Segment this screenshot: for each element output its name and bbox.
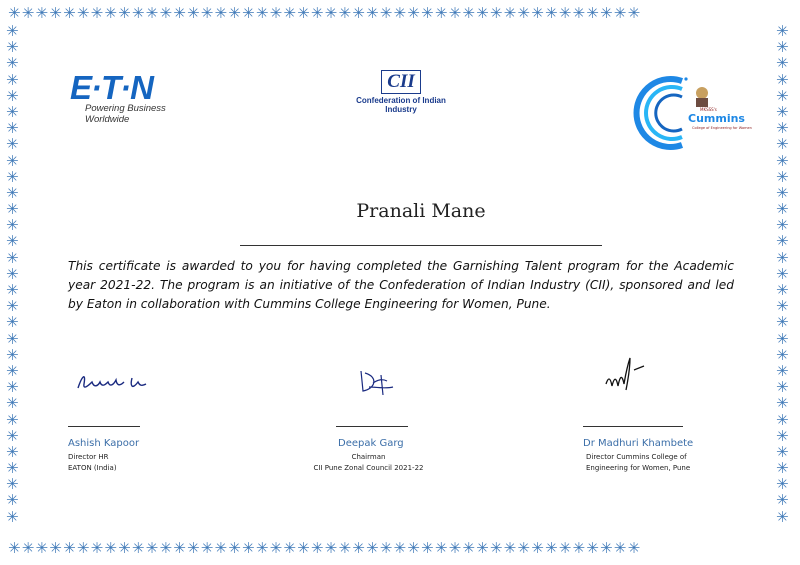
border-star-icon: ✳ bbox=[6, 54, 19, 73]
border-star-icon: ✳ bbox=[776, 167, 789, 186]
border-star-icon: ✳ bbox=[6, 281, 19, 299]
signature-ashish-kapoor bbox=[70, 366, 160, 396]
signatory-3-name: Dr Madhuri Khambete bbox=[583, 438, 694, 449]
border-star-icon: ✳ bbox=[6, 216, 19, 235]
border-star-icon: ✳ bbox=[6, 38, 19, 57]
border-star-icon: ✳ bbox=[6, 232, 19, 251]
border-star-icon: ✳ bbox=[776, 151, 789, 170]
border-star-icon: ✳ bbox=[6, 361, 19, 380]
signatory-1-title-line1: Director HR bbox=[68, 453, 109, 461]
border-star-icon: ✳ bbox=[776, 135, 789, 154]
signatory-3-title-line2: Engineering for Women, Pune bbox=[586, 464, 691, 472]
border-star-icon: ✳ bbox=[776, 475, 789, 494]
signatory-2-name: Deepak Garg bbox=[338, 438, 404, 449]
border-star-icon: ✳ bbox=[776, 22, 789, 40]
signatory-1-name: Ashish Kapoor bbox=[68, 438, 140, 449]
eaton-tagline: Powering Business Worldwide bbox=[85, 103, 166, 125]
certificate-body: This certificate is awarded to you for having completed the Garnishing Talent program for the Academic year 2021-22. The program is an initiative of the Confederation of Indian Industry (CII), sponsored and led by Eaton in collaboration with Cummins College Engineering for Women, Pune. bbox=[68, 259, 734, 311]
signatory-3-title-line1: Director Cummins College of bbox=[586, 453, 687, 461]
signatory-2-title-line2: CII Pune Zonal Council 2021-22 bbox=[313, 464, 424, 472]
border-star-icon: ✳ bbox=[6, 151, 19, 170]
border-star-icon: ✳ bbox=[6, 102, 19, 121]
border-star-icon: ✳ bbox=[776, 394, 789, 413]
border-star-icon: ✳ bbox=[776, 281, 789, 299]
border-star-icon: ✳ bbox=[6, 459, 19, 478]
cummins-emblem-icon bbox=[642, 75, 752, 149]
cii-mark: CII bbox=[381, 70, 420, 94]
border-star-icon: ✳ bbox=[6, 86, 19, 105]
cummins-logo bbox=[642, 75, 752, 149]
border-star-icon: ✳ bbox=[776, 378, 789, 397]
signatory-1-title-line2: EATON (India) bbox=[68, 464, 117, 472]
border-star-icon: ✳ bbox=[6, 329, 19, 348]
border-star-icon: ✳ bbox=[776, 297, 789, 316]
border-star-icon: ✳ bbox=[776, 329, 789, 348]
border-star-icon: ✳ bbox=[6, 426, 19, 445]
border-star-icon: ✳ bbox=[776, 38, 789, 57]
cummins-sub-text: College of Engineering for Women bbox=[692, 126, 752, 130]
signature-line-3 bbox=[583, 426, 683, 427]
border-star-icon: ✳ bbox=[6, 442, 19, 461]
border-star-icon: ✳ bbox=[6, 70, 19, 89]
border-star-icon: ✳ bbox=[6, 183, 19, 202]
border-star-icon: ✳ bbox=[776, 459, 789, 478]
border-star-icon: ✳ bbox=[776, 248, 789, 267]
cii-logo bbox=[340, 70, 462, 114]
border-star-icon: ✳ bbox=[6, 248, 19, 267]
border-star-icon: ✳ bbox=[776, 264, 789, 283]
signatory-2-title-line1: Chairman bbox=[351, 453, 386, 461]
signature-madhuri-khambete bbox=[600, 352, 660, 396]
border-star-icon: ✳ bbox=[776, 70, 789, 89]
border-bottom: ✳✳✳✳✳✳✳✳✳✳✳✳✳✳✳✳✳✳✳✳✳✳✳✳✳✳✳✳✳✳✳✳✳✳✳✳✳✳✳✳✳✳✳✳✳✳ bbox=[8, 539, 642, 557]
border-star-icon: ✳ bbox=[6, 313, 19, 332]
border-star-icon: ✳ bbox=[6, 297, 19, 316]
border-right bbox=[776, 24, 794, 541]
signature-deepak-garg bbox=[355, 365, 401, 399]
border-star-icon: ✳ bbox=[6, 167, 19, 186]
border-star-icon: ✳ bbox=[6, 135, 19, 154]
border-star-icon: ✳ bbox=[776, 426, 789, 445]
border-star-icon: ✳ bbox=[776, 54, 789, 73]
signatory-2-title bbox=[306, 452, 431, 474]
signatory-3-title bbox=[586, 452, 690, 474]
border-star-icon: ✳ bbox=[6, 410, 19, 429]
eaton-wordmark: E·T·N bbox=[70, 69, 153, 106]
border-star-icon: ✳ bbox=[776, 102, 789, 121]
recipient-name: Pranali Mane bbox=[356, 200, 486, 222]
border-star-icon: ✳ bbox=[776, 410, 789, 429]
cummins-small-text: MKSSS's bbox=[700, 107, 717, 112]
border-top: ✳✳✳✳✳✳✳✳✳✳✳✳✳✳✳✳✳✳✳✳✳✳✳✳✳✳✳✳✳✳✳✳✳✳✳✳✳✳✳✳✳✳✳✳✳✳ bbox=[8, 4, 642, 22]
border-star-icon: ✳ bbox=[776, 361, 789, 380]
border-left bbox=[6, 24, 24, 541]
border-star-icon: ✳ bbox=[6, 475, 19, 494]
border-star-icon: ✳ bbox=[776, 200, 789, 219]
border-star-icon: ✳ bbox=[776, 491, 789, 510]
border-star-icon: ✳ bbox=[776, 507, 789, 526]
border-star-icon: ✳ bbox=[6, 507, 19, 526]
border-star-icon: ✳ bbox=[6, 345, 19, 364]
border-star-icon: ✳ bbox=[776, 345, 789, 364]
border-star-icon: ✳ bbox=[776, 119, 789, 138]
border-star-icon: ✳ bbox=[776, 313, 789, 332]
border-star-icon: ✳ bbox=[776, 442, 789, 461]
border-star-icon: ✳ bbox=[6, 22, 19, 40]
signature-line-1 bbox=[68, 426, 140, 427]
cummins-name-text: Cummins bbox=[688, 112, 745, 125]
signatory-1-title bbox=[68, 452, 117, 474]
border-star-icon: ✳ bbox=[776, 183, 789, 202]
recipient-underline bbox=[240, 245, 602, 246]
border-star-icon: ✳ bbox=[776, 86, 789, 105]
border-star-icon: ✳ bbox=[776, 232, 789, 251]
border-star-icon: ✳ bbox=[6, 119, 19, 138]
signature-line-2 bbox=[336, 426, 408, 427]
border-star-icon: ✳ bbox=[6, 378, 19, 397]
border-star-icon: ✳ bbox=[6, 264, 19, 283]
border-star-icon: ✳ bbox=[776, 216, 789, 235]
eaton-logo bbox=[70, 69, 190, 125]
border-star-icon: ✳ bbox=[6, 200, 19, 219]
border-star-icon: ✳ bbox=[6, 394, 19, 413]
cii-name: Confederation of Indian Industry bbox=[356, 96, 446, 114]
border-star-icon: ✳ bbox=[6, 491, 19, 510]
